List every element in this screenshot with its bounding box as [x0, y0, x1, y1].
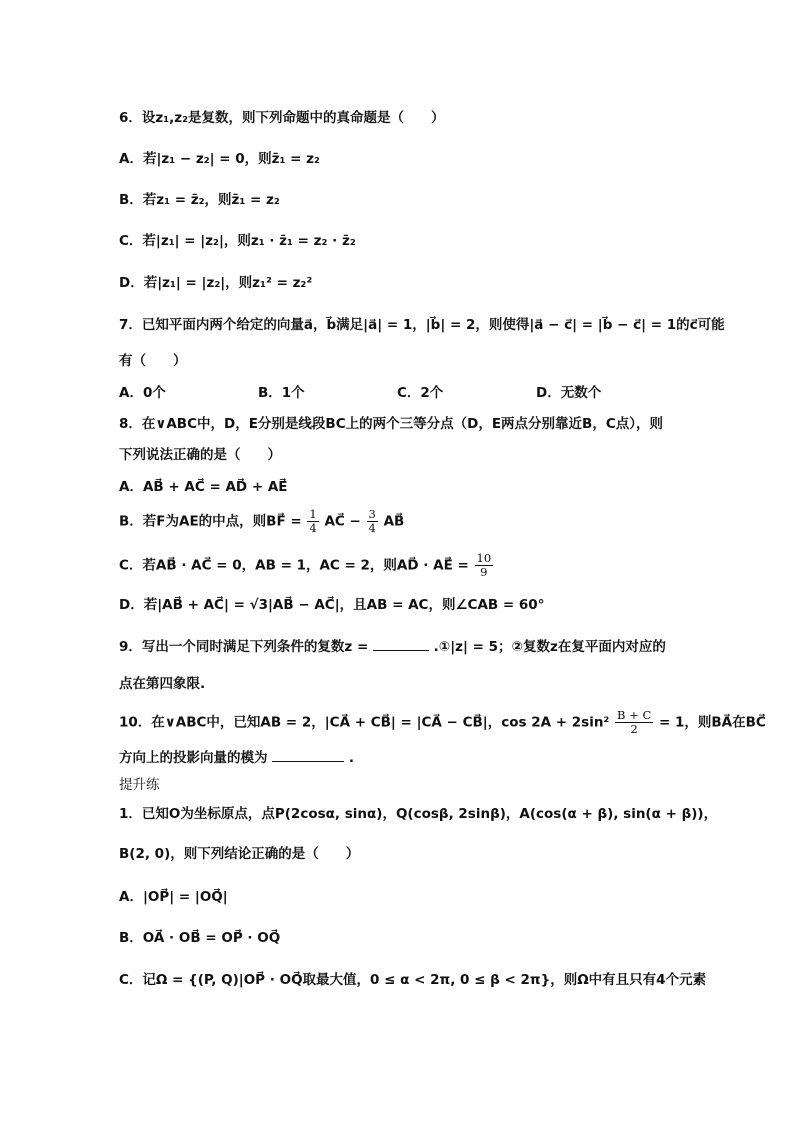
p1-stem-line2: B(2, 0)，则下列结论正确的是（ ）	[119, 846, 360, 862]
section-heading: 提升练	[119, 777, 160, 793]
p1-stem: 1．已知O为坐标原点，点P(2cosα, sinα)，Q(cosβ, 2sinβ)，A(cos(α + β), sin(α + β))，	[119, 806, 718, 822]
q8-option-d: D．若|AB⃗ + AC⃗| = √3|AB⃗ − AC⃗|，且AB = AC，则∠CAB = 60°	[119, 597, 545, 613]
q6-option-d: D．若|z₁| = |z₂|，则z₁² = z₂²	[119, 275, 313, 291]
p1-option-c: C．记Ω = {(P, Q)|OP⃗ · OQ⃗取最大值，0 ≤ α < 2π, 0 ≤ β < 2π}，则Ω中有且只有4个元素	[119, 972, 707, 988]
q9-stem	[119, 636, 666, 658]
q8-b-fraction-1: $\frac{1}{4}$	[309, 507, 317, 535]
q7-option-d: D．无数个	[536, 385, 602, 401]
q8-stem-line2: 下列说法正确的是（ ）	[119, 447, 281, 463]
q10-stem-line2	[119, 747, 354, 769]
q7-option-c: C．2个	[397, 385, 444, 401]
q8-b-suffix: AB⃗	[383, 513, 405, 530]
q6-option-c: C．若|z₁| = |z₂|，则z₁ · z̄₁ = z₂ · z̄₂	[119, 233, 356, 249]
q10-line2-end: .	[348, 750, 355, 766]
q7-option-b: B．1个	[258, 385, 305, 401]
p1-option-b: B．OA⃗ · OB⃗ = OP⃗ · OQ⃗	[119, 930, 281, 946]
q10-suffix: = 1，则BA⃗在BC⃗	[658, 714, 766, 731]
q7-stem-line2: 有（ ）	[119, 353, 187, 369]
q7-option-a: A．0个	[119, 385, 166, 401]
q9-prefix: 9．写出一个同时满足下列条件的复数z =	[119, 639, 369, 655]
p1-option-a: A．|OP⃗| = |OQ⃗|	[119, 889, 228, 905]
q10-fraction: $\frac{B + C}{2}$	[617, 708, 652, 736]
q6-option-a: A．若|z₁ − z₂| = 0，则z̄₁ = z₂	[119, 151, 320, 167]
q8-option-c	[119, 552, 494, 579]
q9-answer-blank	[373, 636, 429, 651]
q8-stem: 8．在∨ABC中，D，E分别是线段BC上的两个三等分点（D，E两点分别靠近B，C点），则	[119, 416, 664, 432]
q10-prefix: 10．在∨ABC中，已知AB = 2，|CA⃗ + CB⃗| = |CA⃗ − CB⃗|，cos 2A + 2sin²	[119, 714, 610, 731]
q10-line2-text: 方向上的投影向量的模为	[119, 750, 268, 766]
q8-option-a: A．AB⃗ + AC⃗ = AD⃗ + AE⃗	[119, 479, 288, 495]
q10-stem	[119, 709, 766, 736]
q8-b-prefix: B．若F为AE的中点，则BF⃗ =	[119, 513, 302, 530]
q6-option-b: B．若z₁ = z̄₂，则z̄₁ = z₂	[119, 192, 280, 208]
q9-suffix: .①|z| = 5；②复数z在复平面内对应的	[433, 639, 666, 655]
q8-option-b	[119, 508, 404, 535]
q8-b-middle: AC⃗ −	[324, 513, 361, 530]
q8-c-prefix: C．若AB⃗ · AC⃗ = 0，AB = 1，AC = 2，则AD⃗ · AE⃗ =	[119, 557, 469, 574]
q8-c-fraction: $\frac{10}{9}$	[476, 551, 492, 579]
q7-stem: 7．已知平面内两个给定的向量a⃗，b⃗满足|a⃗| = 1，|b⃗| = 2，则使得|a⃗ − c⃗| = |b⃗ − c⃗| = 1的c⃗可能	[119, 317, 725, 333]
q8-b-fraction-2: $\frac{3}{4}$	[368, 507, 376, 535]
q9-stem-line2: 点在第四象限.	[119, 676, 206, 692]
q6-stem: 6．设z₁,z₂是复数，则下列命题中的真命题是（ ）	[119, 110, 445, 126]
q10-answer-blank	[272, 747, 344, 762]
